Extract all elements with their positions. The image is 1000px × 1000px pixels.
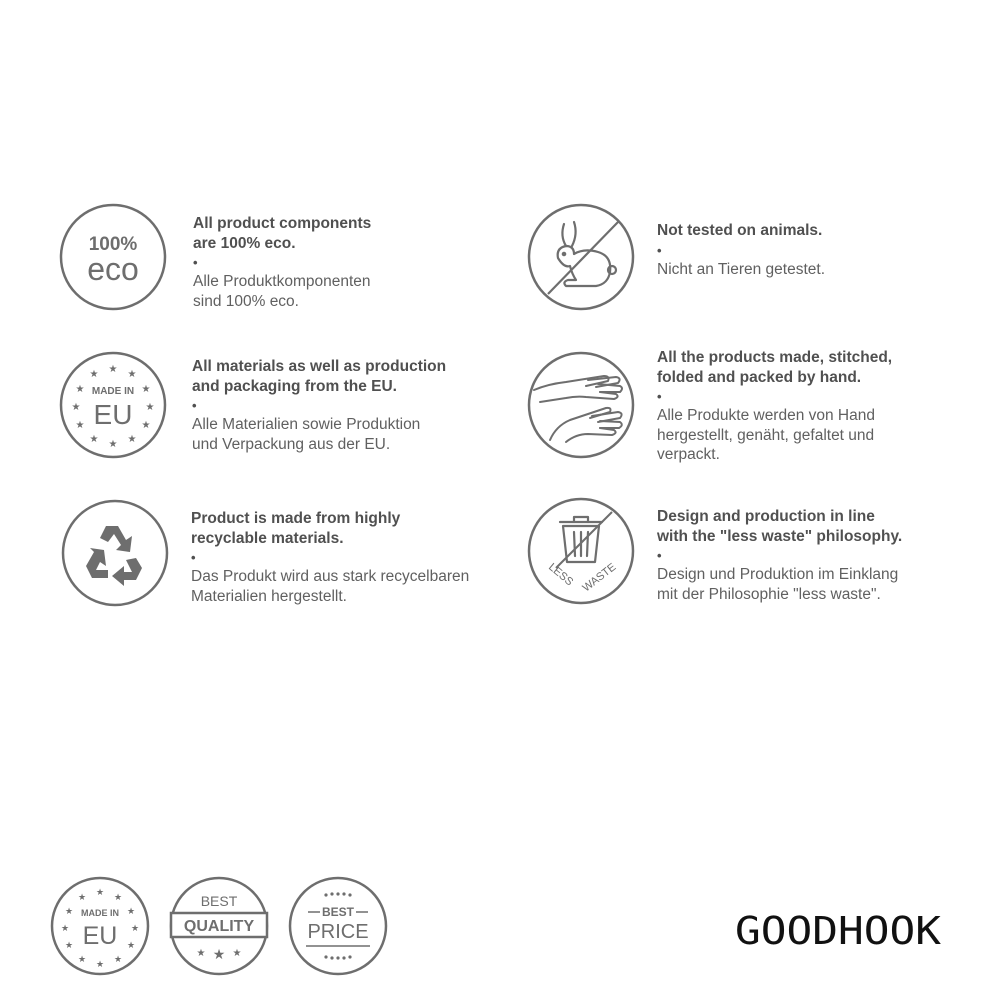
svg-text:★: ★	[212, 947, 226, 963]
feature-recyclable-en: Product is made from highly recyclable materials.	[191, 510, 401, 547]
less-waste-icon	[526, 496, 636, 606]
svg-text:★: ★	[77, 893, 87, 903]
brand-name: GOODHOOK	[735, 909, 942, 952]
less-waste-icon-right-text: WASTE	[580, 561, 619, 595]
svg-text:★: ★	[126, 907, 136, 917]
badge-price-top-text: BEST	[321, 905, 355, 919]
svg-text:★: ★	[108, 364, 118, 375]
best-price-badge	[288, 876, 388, 976]
badge-quality-top-text: BEST	[200, 893, 238, 909]
feature-eu-de: Alle Materialien sowie Produktion und Verpackung aus der EU.	[192, 416, 421, 453]
badge-price-bottom-text: PRICE	[307, 921, 369, 943]
svg-text:★: ★	[108, 439, 118, 450]
feature-eco-bullet: •	[193, 255, 198, 270]
svg-text:★: ★	[126, 941, 136, 951]
svg-text:★: ★	[130, 924, 140, 934]
feature-handmade-de: Alle Produkte werden von Hand hergestellt, genäht, gefaltet und verpackt.	[657, 407, 875, 463]
svg-text:★: ★	[89, 369, 99, 380]
svg-text:★: ★	[127, 434, 137, 445]
less-waste-icon-left-text: LESS	[546, 561, 576, 589]
eco-icon-bottom-text: eco	[87, 251, 139, 287]
svg-text:★: ★	[113, 893, 123, 903]
svg-text:★: ★	[60, 924, 70, 934]
rabbit-crossed-icon	[526, 202, 636, 312]
brand-logo	[735, 908, 945, 957]
badge-quality-bottom-text: QUALITY	[183, 918, 255, 935]
svg-text:★: ★	[196, 948, 206, 959]
made-in-eu-badge	[50, 876, 150, 976]
feature-animals-bullet: •	[657, 242, 662, 258]
brand-logo-svg	[735, 908, 945, 952]
feature-less-waste-en: Design and production in line with the "less waste" philosophy.	[657, 508, 903, 545]
eco-100-icon	[58, 202, 168, 312]
eu-icon-top-text: MADE IN	[91, 386, 135, 397]
badge-eu-bottom-text: EU	[82, 922, 118, 950]
feature-eu-en: All materials as well as production and packaging from the EU.	[192, 358, 447, 395]
svg-text:★: ★	[75, 420, 85, 431]
svg-text:★: ★	[95, 888, 105, 898]
svg-text:★: ★	[77, 955, 87, 965]
eco-icon-top-text: 100%	[88, 234, 138, 255]
svg-text:★: ★	[95, 960, 105, 970]
hands-icon	[526, 350, 636, 460]
feature-recyclable-de: Das Produkt wird aus stark recycelbaren Materialien hergestellt.	[191, 568, 470, 605]
svg-text:★: ★	[89, 434, 99, 445]
feature-handmade-bullet: •	[657, 389, 662, 404]
svg-text:★: ★	[64, 907, 74, 917]
best-quality-badge	[169, 876, 269, 976]
feature-animals-de: Nicht an Tieren getestet.	[657, 260, 826, 278]
svg-text:★: ★	[75, 384, 85, 395]
feature-recyclable-bullet: •	[191, 550, 196, 565]
svg-text:★: ★	[145, 402, 155, 413]
feature-less-waste-de: Design und Produktion im Einklang mit der Philosophie "less waste".	[657, 566, 899, 603]
feature-eu-bullet: •	[192, 398, 197, 413]
made-in-eu-icon	[58, 350, 168, 460]
feature-animals-en: Not tested on animals.	[657, 222, 823, 239]
feature-eco-de: Alle Produktkomponenten sind 100% eco.	[193, 273, 371, 310]
svg-text:★: ★	[64, 941, 74, 951]
svg-text:★: ★	[127, 369, 137, 380]
feature-less-waste-bullet: •	[657, 548, 662, 563]
svg-text:★: ★	[141, 384, 151, 395]
svg-text:★: ★	[232, 948, 242, 959]
svg-text:★: ★	[141, 420, 151, 431]
svg-text:★: ★	[113, 955, 123, 965]
feature-eco-en: All product components are 100% eco.	[193, 215, 372, 252]
eu-icon-bottom-text: EU	[93, 399, 133, 430]
badge-eu-top-text: MADE IN	[81, 908, 119, 918]
recycle-icon	[60, 498, 170, 608]
svg-text:★: ★	[71, 402, 81, 413]
feature-handmade-en: All the products made, stitched, folded and packed by hand.	[657, 349, 893, 386]
